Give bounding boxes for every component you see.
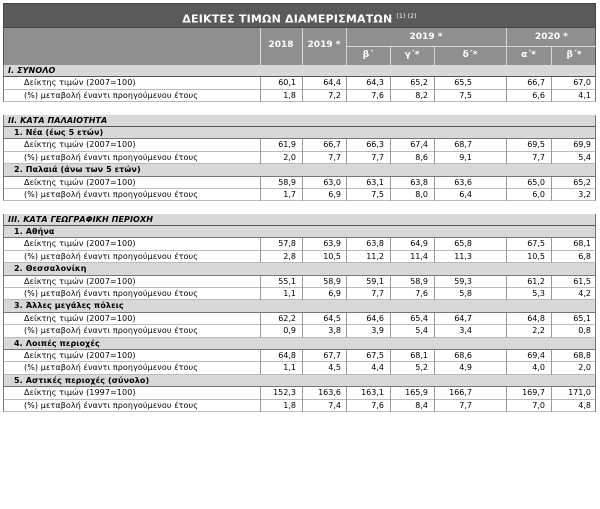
table-row xyxy=(3,288,596,300)
value-cell: 7,6 xyxy=(371,400,384,410)
value-cell: 7,6 xyxy=(371,90,384,100)
header-quarter: β΄ xyxy=(362,50,374,60)
section-label: 3. Άλλες μεγάλες πόλεις xyxy=(14,301,124,311)
row-label: (%) μεταβολή έναντι προηγούμενου έτους xyxy=(24,152,199,162)
value-cell: 4,8 xyxy=(578,400,591,410)
value-cell: 61,2 xyxy=(527,276,545,286)
row-label: (%) μεταβολή έναντι προηγούμενου έτους xyxy=(24,251,199,261)
value-cell: 69,5 xyxy=(527,140,545,150)
value-cell: 5,8 xyxy=(459,289,472,299)
subsection-row xyxy=(3,375,596,387)
value-cell: 1,7 xyxy=(283,189,296,199)
table-row xyxy=(3,362,596,374)
value-cell: 7,6 xyxy=(415,289,428,299)
section-label: 4. Λοιπές περιοχές xyxy=(14,338,100,348)
row-label: (%) μεταβολή έναντι προηγούμενου έτους xyxy=(24,189,199,199)
value-cell: 63,0 xyxy=(323,177,341,187)
subsection-row xyxy=(3,226,596,238)
value-cell: 10,5 xyxy=(527,251,545,261)
value-cell: 5,3 xyxy=(532,289,545,299)
value-cell: 4,2 xyxy=(578,289,591,299)
value-cell: 4,9 xyxy=(459,363,472,373)
value-cell: 63,8 xyxy=(366,239,384,249)
spacer-row xyxy=(3,102,596,114)
row-label: (%) μεταβολή έναντι προηγούμενου έτους xyxy=(24,289,199,299)
value-cell: 60,1 xyxy=(278,78,296,88)
value-cell: 4,0 xyxy=(532,363,545,373)
value-cell: 166,7 xyxy=(449,388,472,398)
value-cell: 3,9 xyxy=(371,326,384,336)
value-cell: 68,7 xyxy=(454,140,472,150)
value-cell: 6,4 xyxy=(459,189,472,199)
value-cell: 7,5 xyxy=(371,189,384,199)
value-cell: 7,2 xyxy=(328,90,341,100)
value-cell: 64,9 xyxy=(410,239,428,249)
value-cell: 5,4 xyxy=(415,326,428,336)
value-cell: 65,0 xyxy=(527,177,545,187)
value-cell: 69,4 xyxy=(527,350,545,360)
header-group-2019: 2019 * xyxy=(409,32,443,42)
row-label: Δείκτης τιμών (2007=100) xyxy=(24,276,136,286)
value-cell: 11,4 xyxy=(410,251,428,261)
header-quarter: δ΄* xyxy=(462,50,478,60)
value-cell: 2,8 xyxy=(283,251,296,261)
value-cell: 8,2 xyxy=(415,90,428,100)
value-cell: 63,6 xyxy=(454,177,472,187)
value-cell: 165,9 xyxy=(405,388,428,398)
table-body xyxy=(3,65,596,412)
value-cell: 5,2 xyxy=(415,363,428,373)
value-cell: 163,6 xyxy=(318,388,341,398)
table-row xyxy=(3,189,596,201)
value-cell: 65,2 xyxy=(410,78,428,88)
value-cell: 67,7 xyxy=(323,350,341,360)
value-cell: 58,9 xyxy=(323,276,341,286)
spacer-row xyxy=(3,201,596,213)
value-cell: 11,2 xyxy=(366,251,384,261)
table-row xyxy=(3,400,596,412)
price-index-table xyxy=(3,3,596,412)
value-cell: 9,1 xyxy=(459,152,472,162)
value-cell: 6,8 xyxy=(578,251,591,261)
section-row xyxy=(3,214,596,226)
value-cell: 63,8 xyxy=(410,177,428,187)
value-cell: 65,8 xyxy=(454,239,472,249)
value-cell: 3,8 xyxy=(328,326,341,336)
section-label: II. ΚΑΤΑ ΠΑΛΑΙΟΤΗΤΑ xyxy=(8,115,108,125)
value-cell: 59,3 xyxy=(454,276,472,286)
header-2019: 2019 * xyxy=(307,40,341,50)
value-cell: 6,0 xyxy=(532,189,545,199)
table-row xyxy=(3,177,596,189)
value-cell: 6,9 xyxy=(328,189,341,199)
value-cell: 65,5 xyxy=(454,78,472,88)
value-cell: 7,7 xyxy=(328,152,341,162)
value-cell: 64,8 xyxy=(527,313,545,323)
value-cell: 4,4 xyxy=(371,363,384,373)
value-cell: 7,7 xyxy=(371,289,384,299)
value-cell: 66,7 xyxy=(527,78,545,88)
value-cell: 7,7 xyxy=(459,400,472,410)
table-row xyxy=(3,77,596,89)
row-label: (%) μεταβολή έναντι προηγούμενου έτους xyxy=(24,90,199,100)
value-cell: 58,9 xyxy=(278,177,296,187)
section-label: 1. Νέα (έως 5 ετών) xyxy=(14,127,104,137)
table-row xyxy=(3,139,596,151)
table-title xyxy=(3,3,596,28)
value-cell: 6,6 xyxy=(532,90,545,100)
value-cell: 63,1 xyxy=(366,177,384,187)
value-cell: 58,9 xyxy=(410,276,428,286)
value-cell: 69,9 xyxy=(573,140,591,150)
value-cell: 8,0 xyxy=(415,189,428,199)
value-cell: 59,1 xyxy=(366,276,384,286)
row-label: Δείκτης τιμών (2007=100) xyxy=(24,239,136,249)
header-quarter: α΄* xyxy=(521,50,536,60)
value-cell: 3,2 xyxy=(578,189,591,199)
table-row xyxy=(3,350,596,362)
section-row xyxy=(3,115,596,127)
table-row xyxy=(3,90,596,102)
row-label: Δείκτης τιμών (2007=100) xyxy=(24,140,136,150)
value-cell: 0,8 xyxy=(578,326,591,336)
header-quarter: β΄* xyxy=(566,50,582,60)
subsection-row xyxy=(3,338,596,350)
value-cell: 11,3 xyxy=(454,251,472,261)
value-cell: 68,6 xyxy=(454,350,472,360)
value-cell: 0,9 xyxy=(283,326,296,336)
table-title-note: (1) (2) xyxy=(396,13,417,20)
table-row xyxy=(3,387,596,399)
row-label: Δείκτης τιμών (2007=100) xyxy=(24,313,136,323)
value-cell: 66,7 xyxy=(323,140,341,150)
row-label: (%) μεταβολή έναντι προηγούμενου έτους xyxy=(24,326,199,336)
value-cell: 4,1 xyxy=(578,90,591,100)
table-row xyxy=(3,325,596,337)
value-cell: 65,1 xyxy=(573,313,591,323)
section-label: 2. Θεσσαλονίκη xyxy=(14,264,87,274)
section-row xyxy=(3,65,596,77)
value-cell: 64,5 xyxy=(323,313,341,323)
value-cell: 64,6 xyxy=(366,313,384,323)
value-cell: 57,8 xyxy=(278,239,296,249)
value-cell: 1,1 xyxy=(283,289,296,299)
row-label: Δείκτης τιμών (2007=100) xyxy=(24,350,136,360)
value-cell: 6,9 xyxy=(328,289,341,299)
header-2018: 2018 xyxy=(268,40,294,50)
section-label: 1. Αθήνα xyxy=(14,227,55,237)
value-cell: 7,0 xyxy=(532,400,545,410)
row-label: Δείκτης τιμών (2007=100) xyxy=(24,177,136,187)
section-label: I. ΣΥΝΟΛΟ xyxy=(8,66,56,75)
value-cell: 171,0 xyxy=(568,388,591,398)
row-label: Δείκτης τιμών (1997=100) xyxy=(24,388,136,398)
value-cell: 152,3 xyxy=(273,388,296,398)
header-group-2020: 2020 * xyxy=(535,32,568,42)
table-row xyxy=(3,251,596,263)
subsection-row xyxy=(3,164,596,176)
value-cell: 5,4 xyxy=(578,152,591,162)
value-cell: 7,7 xyxy=(532,152,545,162)
value-cell: 8,4 xyxy=(415,400,428,410)
table-header xyxy=(3,28,596,65)
value-cell: 163,1 xyxy=(361,388,384,398)
value-cell: 7,5 xyxy=(459,90,472,100)
value-cell: 68,8 xyxy=(573,350,591,360)
table-row xyxy=(3,152,596,164)
value-cell: 67,5 xyxy=(366,350,384,360)
value-cell: 67,4 xyxy=(410,140,428,150)
value-cell: 65,4 xyxy=(410,313,428,323)
subsection-row xyxy=(3,127,596,139)
value-cell: 2,0 xyxy=(283,152,296,162)
value-cell: 4,5 xyxy=(328,363,341,373)
value-cell: 1,1 xyxy=(283,363,296,373)
value-cell: 1,8 xyxy=(283,400,296,410)
value-cell: 61,5 xyxy=(573,276,591,286)
value-cell: 68,1 xyxy=(573,239,591,249)
table-row xyxy=(3,276,596,288)
header-quarter: γ΄* xyxy=(404,50,420,60)
table-row xyxy=(3,238,596,250)
value-cell: 3,4 xyxy=(459,326,472,336)
value-cell: 2,0 xyxy=(578,363,591,373)
table-title-text: ΔΕΙΚΤΕΣ ΤΙΜΩΝ ΔΙΑΜΕΡΙΣΜΑΤΩΝ xyxy=(182,12,393,26)
value-cell: 7,4 xyxy=(328,400,341,410)
subsection-row xyxy=(3,263,596,275)
value-cell: 10,5 xyxy=(323,251,341,261)
value-cell: 64,4 xyxy=(323,78,341,88)
value-cell: 62,2 xyxy=(278,313,296,323)
table-row xyxy=(3,313,596,325)
value-cell: 55,1 xyxy=(278,276,296,286)
value-cell: 169,7 xyxy=(522,388,545,398)
value-cell: 64,8 xyxy=(278,350,296,360)
value-cell: 8,6 xyxy=(415,152,428,162)
value-cell: 61,9 xyxy=(278,140,296,150)
row-label: (%) μεταβολή έναντι προηγούμενου έτους xyxy=(24,400,199,410)
row-label: Δείκτης τιμών (2007=100) xyxy=(24,78,136,88)
subsection-row xyxy=(3,300,596,312)
value-cell: 67,0 xyxy=(573,78,591,88)
value-cell: 64,3 xyxy=(366,78,384,88)
value-cell: 7,7 xyxy=(371,152,384,162)
value-cell: 65,2 xyxy=(573,177,591,187)
value-cell: 67,5 xyxy=(527,239,545,249)
value-cell: 1,8 xyxy=(283,90,296,100)
value-cell: 64,7 xyxy=(454,313,472,323)
section-label: 2. Παλαιά (άνω των 5 ετών) xyxy=(14,165,141,175)
value-cell: 66,3 xyxy=(366,140,384,150)
row-label: (%) μεταβολή έναντι προηγούμενου έτους xyxy=(24,363,199,373)
section-label: 5. Αστικές περιοχές (σύνολο) xyxy=(14,375,150,385)
value-cell: 63,9 xyxy=(323,239,341,249)
value-cell: 68,1 xyxy=(410,350,428,360)
value-cell: 2,2 xyxy=(532,326,545,336)
section-label: III. ΚΑΤΑ ΓΕΩΓΡΑΦΙΚΗ ΠΕΡΙΟΧΗ xyxy=(8,214,154,224)
